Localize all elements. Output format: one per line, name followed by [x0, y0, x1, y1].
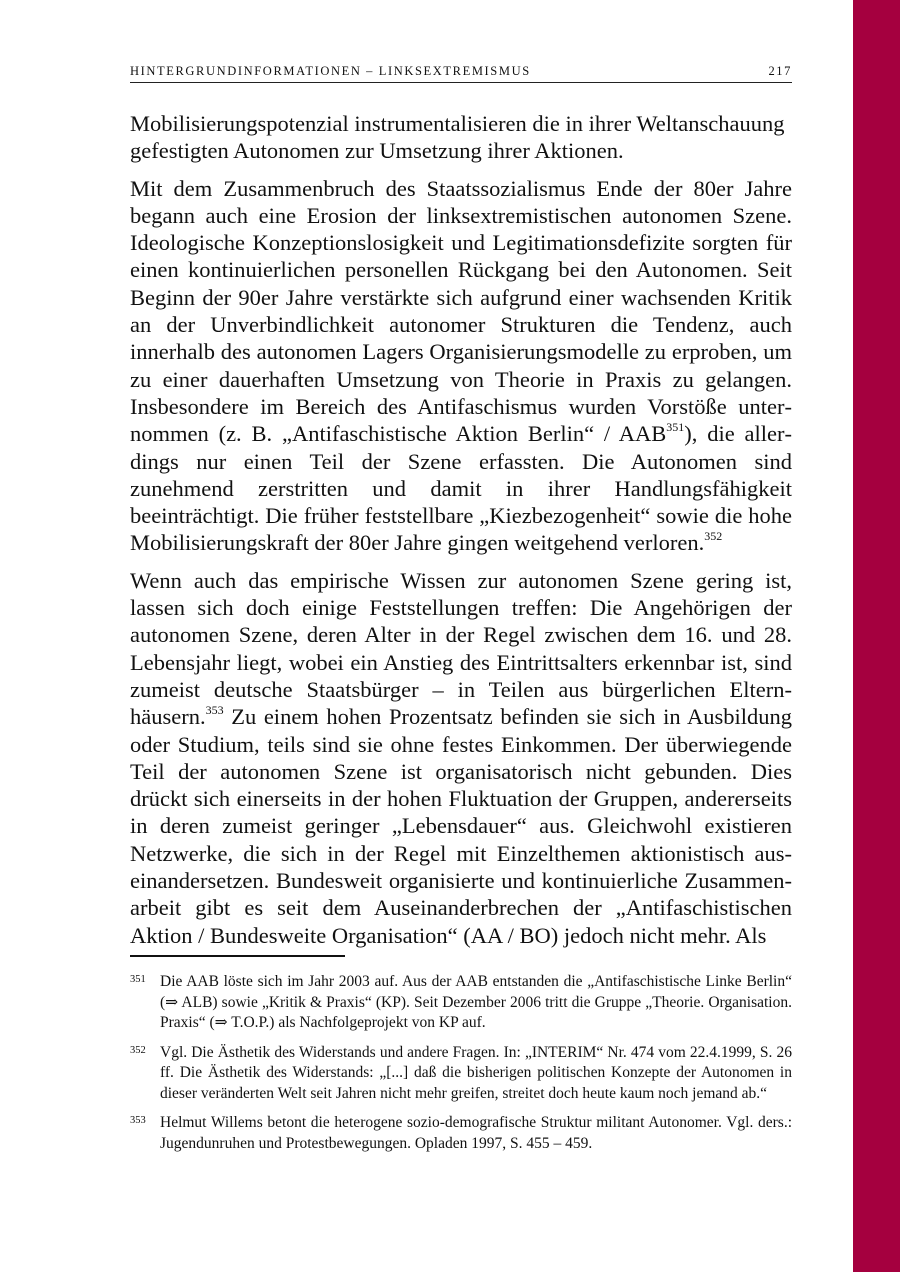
paragraph-2 — [130, 175, 792, 557]
footnote-ref-351: 351 — [666, 419, 685, 434]
footnote-number: 351 — [130, 974, 146, 985]
footnote-separator — [130, 955, 345, 957]
paragraph-2-part-b: ), die allerdings nur einen Teil der Szene erfassten. Die Autonomen sind zunehmend zerstritten und damit in ihrer Handlungsfähigkeit beeinträchtigt. Die früher feststellbare „Kiezbezogenheit“ sowie die hohe Mobilisierungskraft der 80er Jahre gingen weitgehend verloren. — [130, 421, 792, 556]
footnote-text: Helmut Willems betont die heterogene sozio-demografische Struktur militant Autonomer. Vgl. ders.: Jugendunruhen und Protestbewegungen. Opladen 1997, S. 455 – 459. — [160, 1114, 792, 1152]
footnote-text: Die AAB löste sich im Jahr 2003 auf. Aus der AAB entstanden die „Antifaschistische Linke Berlin“ (⇒ ALB) sowie „Kritik & Praxis“ (KP). Seit Dezember 2006 tritt die Gruppe „Theorie. Organisation. Praxis“ (⇒ T.O.P.) als Nachfolgeprojekt von KP auf. — [160, 973, 792, 1031]
footnote-ref-353: 353 — [205, 702, 224, 717]
paragraph-1: Mobilisierungspotenzial instrumentalisieren die in ihrer Weltanschauung gefestigten Autonomen zur Umsetzung ihrer Aktionen. — [130, 111, 785, 164]
paragraph-3-part-a: Wenn auch das empirische Wissen zur autonomen Szene gering ist, lassen sich doch einige Feststellungen treffen: Die Angehörigen der autonomen Szene, deren Alter in der Regel zwischen dem 16. und 28. Lebensjahr liegt, wobei ein Anstieg des Eintrittsalters erkennbar ist, sind zumeist deutsche Staatsbürger – in Teilen aus bürgerlichen Elternhäusern. — [130, 567, 792, 730]
header-rule — [130, 82, 792, 83]
page-number: 217 — [768, 64, 792, 78]
paragraph-2-part-a: Mit dem Zusammenbruch des Staatssozialismus Ende der 80er Jahre begann auch eine Erosion der linksextremistischen autonomen Szene. Ideologische Konzeptionslosigkeit und Legitimationsdefizite sorgten für einen kontinuierlichen personellen Rückgang bei den Autonomen. Seit Beginn der 90er Jahre verstärkte sich aufgrund einer wachsenden Kritik an der Unverbindlichkeit autonomer Strukturen die Tendenz, auch innerhalb des autonomen Lagers Organisierungsmodelle zu erproben, um zu einer dauerhaften Umsetzung von Theorie in Praxis zu gelangen. Insbesondere im Bereich des Antifaschismus wurden Vorstöße unternommen (z. B. „Antifaschistische Aktion Berlin“ / AAB — [130, 175, 792, 447]
footnote-number: 353 — [130, 1115, 146, 1126]
footnote-352 — [130, 1043, 792, 1105]
footnote-number: 352 — [130, 1044, 146, 1056]
paragraph-3-part-b: Zu einem hohen Prozentsatz befinden sie sich in Ausbildung oder Studium, teils sind sie ohne festes Einkommen. Der überwiegende Teil der autonomen Szene ist organisatorisch nicht gebunden. Dies drückt sich einerseits in der hohen Fluktuation der Gruppen, andererseits in deren zumeist geringer „Lebensdauer“ aus. Gleichwohl existieren Netzwerke, die sich in der Regel mit Einzelthemen aktionistisch auseinandersetzen. Bundesweit organisierte und kontinuierliche Zusammenarbeit gibt es seit dem Auseinanderbrechen der „Antifaschistischen Aktion / Bundesweite Organisation“ (AA / BO) jedoch nicht mehr. Als — [130, 704, 792, 948]
running-header-title: HINTERGRUNDINFORMATIONEN – LINKSEXTREMISMUS — [130, 64, 531, 78]
paragraph-3 — [130, 567, 792, 949]
main-text — [130, 110, 792, 959]
side-color-bar — [853, 0, 900, 1272]
footnote-text: Vgl. Die Ästhetik des Widerstands und andere Fragen. In: „INTERIM“ Nr. 474 vom 22.4.1999, S. 26 ff. Die Ästhetik des Widerstands: „[...] daß die bisherigen politischen Konzepte der Autonomen in dieser veränderten Welt seit Jahren nicht mehr greifen, streitet doch heute kaum noch jemand ab.“ — [160, 1043, 792, 1102]
running-header — [130, 64, 792, 79]
footnotes — [130, 972, 792, 1163]
footnote-351 — [130, 972, 792, 1034]
footnote-353 — [130, 1113, 792, 1154]
footnote-ref-352: 352 — [704, 528, 723, 543]
